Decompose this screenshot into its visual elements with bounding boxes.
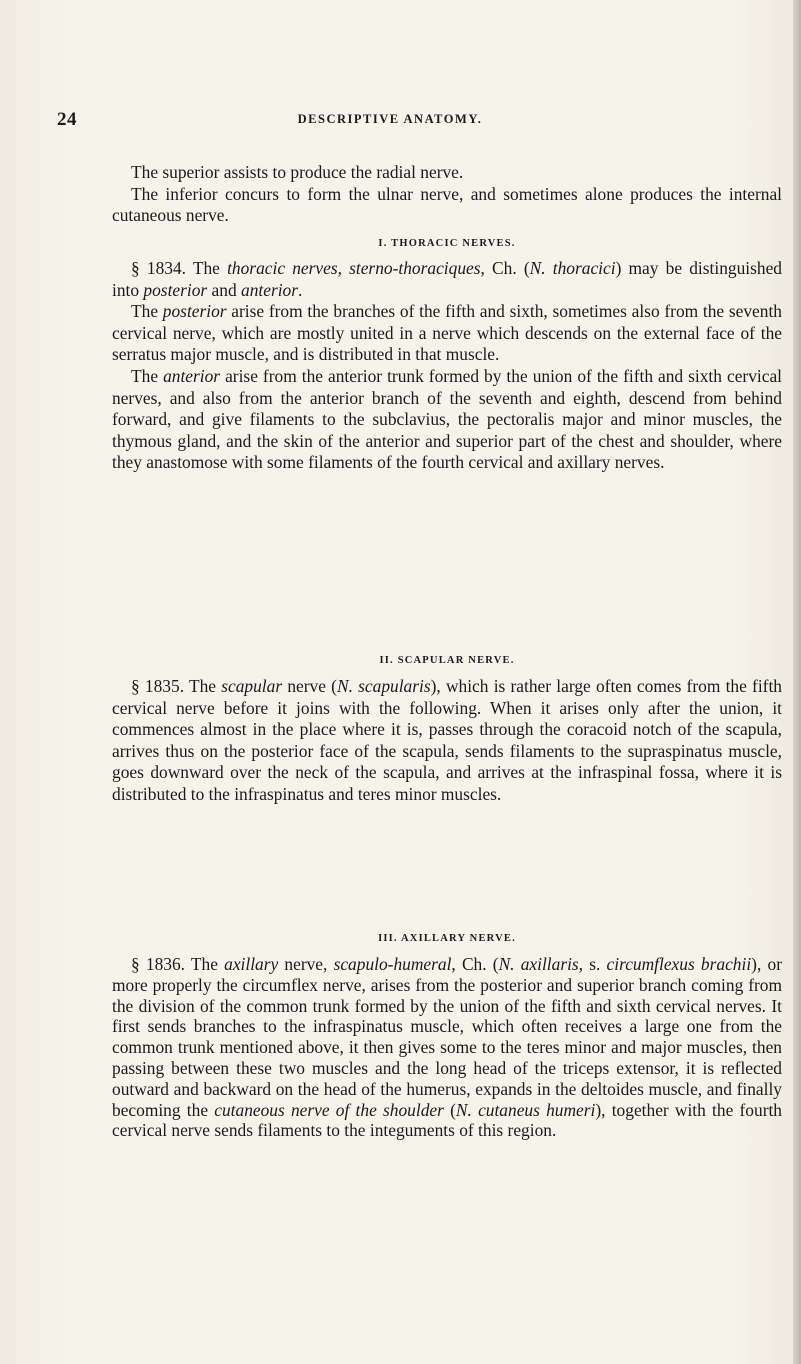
paragraph-number: § 1834. (131, 258, 186, 278)
intro-paragraph-1: The superior assists to produce the radial nerve. (131, 162, 464, 182)
section-heading-axillary: III. AXILLARY NERVE. (378, 933, 516, 944)
paragraph-posterior: The posterior arise from the branches of the fifth and sixth, sometimes also from the seventh cervical nerve, which are mostly united in a nerve which descends on the external face of the serratus major muscle, and is distributed in that muscle. (112, 301, 783, 365)
intro-text (112, 162, 782, 227)
intro-paragraph-2: The inferior concurs to form the ulnar nerve, and sometimes alone produces the internal cutaneous nerve. (112, 183, 782, 226)
scapular-section-text (112, 676, 782, 806)
paragraph-1835: § 1835. The scapular nerve (N. scapularis), which is rather large often comes from the fifth cervical nerve before it joins with the following. When it arises only after the union, it commences almost in the place where it is, passes through the coracoid notch of the scapula, arrives thus on the posterior face of the scapula, sends filaments to the supraspinatus muscle, goes downward over the neck of the scapula, and arrives at the infraspinal fossa, where it is distributed to the infraspinatus and teres minor muscles. (112, 676, 783, 804)
running-title: DESCRIPTIVE ANATOMY. (297, 112, 483, 126)
section-heading-thoracic: I. THORACIC NERVES. (378, 238, 516, 249)
page-number: 24 (57, 109, 77, 130)
paragraph-number: § 1836. (131, 954, 186, 974)
page-edge (793, 0, 801, 1364)
axillary-section-text (112, 954, 782, 1141)
running-head (0, 109, 801, 133)
paragraph-anterior: The anterior arise from the anterior trunk formed by the union of the fifth and sixth cervical nerves, and also from the anterior branch of the seventh and eighth, descend from behind forward, and give filaments to the subclavius, the pectoralis major and minor muscles, the thymous gland, and the skin of the anterior and superior part of the chest and shoulder, where they anastomose with some filaments of the fourth cervical and axillary nerves. (112, 365, 782, 473)
paragraph-number: § 1835. (131, 676, 185, 696)
paragraph-1836: § 1836. The axillary nerve, scapulo-humeral, Ch. (N. axillaris, s. circumflexus brachii), or more properly the circumflex nerve, arises from the posterior and superior branch coming from the division of the common trunk formed by the union of the fifth and sixth cervical nerves. It first sends branches to the infraspinatus muscle, which often receives a large one from the common trunk mentioned above, it then gives some to the teres minor and major muscles, then passing between these two muscles and the long head of the triceps extensor, it is reflected outward and backward on the head of the humerus, expands in the deltoides muscle, and finally becoming the cutaneous nerve of the shoulder (N. cutaneus humeri), together with the fourth cervical nerve sends filaments to the integuments of this region. (112, 954, 783, 1141)
thoracic-section-text (112, 258, 782, 474)
section-heading-scapular: II. SCAPULAR NERVE. (379, 655, 515, 666)
paragraph-1834: § 1834. The thoracic nerves, sterno-thoraciques, Ch. (N. thoracici) may be distinguished into posterior and anterior. (112, 258, 782, 300)
